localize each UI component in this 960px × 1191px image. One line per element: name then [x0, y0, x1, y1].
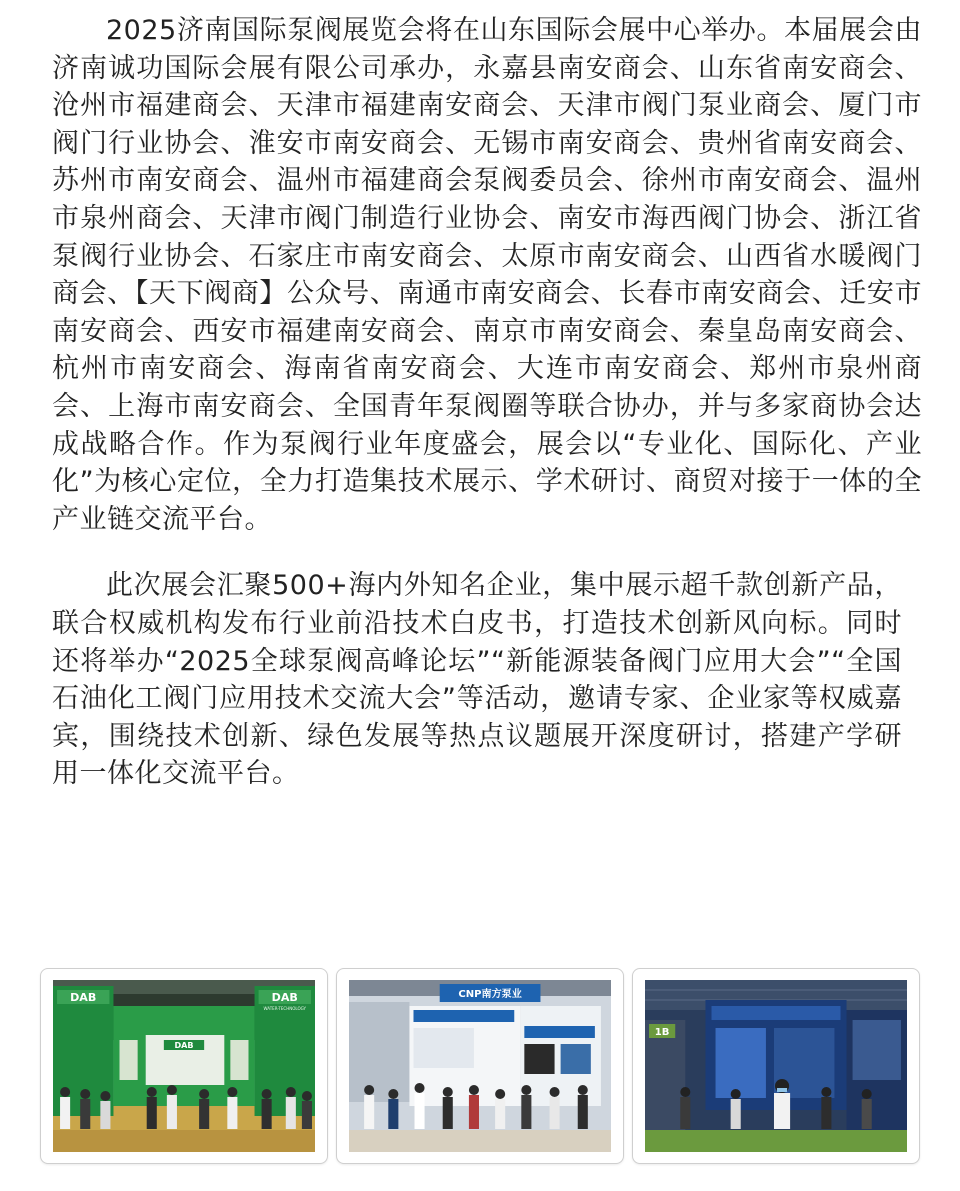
exhibition-booth-white-photo — [349, 980, 611, 1152]
article-body — [52, 12, 922, 793]
booth-sign: DAB — [271, 991, 298, 1004]
exhibition-booth-green-photo — [53, 980, 315, 1152]
booth-sign: 1B — [654, 1027, 670, 1038]
photo-card — [40, 968, 328, 1164]
exhibition-hall-blue-photo — [645, 980, 907, 1152]
booth-sign: DAB — [70, 991, 97, 1004]
article-paragraph: 2025济南国际泵阀展览会将在山东国际会展中心举办。本届展会由济南诚功国际会展有限公司承办，永嘉县南安商会、山东省南安商会、沧州市福建商会、天津市福建南安商会、天津市阀门泵业商会、厦门市阀门行业协会、淮安市南安商会、无锡市南安商会、贵州省南安商会、苏州市南安商会、温州市福建商会泵阀委员会、徐州市南安商会、温州市泉州商会、天津市阀门制造行业协会、南安市海西阀门协会、浙江省泵阀行业协会、石家庄市南安商会、太原市南安商会、山西省水暖阀门商会、【天下阀商】公众号、南通市南安商会、长春市南安商会、迁安市南安商会、西安市福建南安商会、南京市南安商会、秦皇岛南安商会、杭州市南安商会、海南省南安商会、大连市南安商会、郑州市泉州商会、上海市南安商会、全国青年泵阀圈等联合协办，并与多家商协会达成战略合作。作为泵阀行业年度盛会，展会以“专业化、国际化、产业化”为核心定位，全力打造集技术展示、学术研讨、商贸对接于一体的全产业链交流平台。 — [52, 15, 922, 535]
article-paragraph: 此次展会汇聚500+海内外知名企业，集中展示超千款创新产品，联合权威机构发布行业前沿技术白皮书，打造技术创新风向标。同时还将举办“2025全球泵阀高峰论坛”“新能源装备阀门应用大会”“全国石油化工阀门应用技术交流大会”等活动，邀请专家、企业家等权威嘉宾，围绕技术创新、绿色发展等热点议题展开深度研讨，搭建产学研用一体化交流平台。 — [52, 570, 902, 790]
booth-tagline: WATER-TECHNOLOGY — [263, 1006, 307, 1011]
photo-card — [632, 968, 920, 1164]
photo-gallery — [40, 968, 920, 1164]
booth-sign: DAB — [174, 1041, 194, 1050]
booth-sign: CNP南方泵业 — [458, 989, 522, 1000]
photo-card — [336, 968, 624, 1164]
